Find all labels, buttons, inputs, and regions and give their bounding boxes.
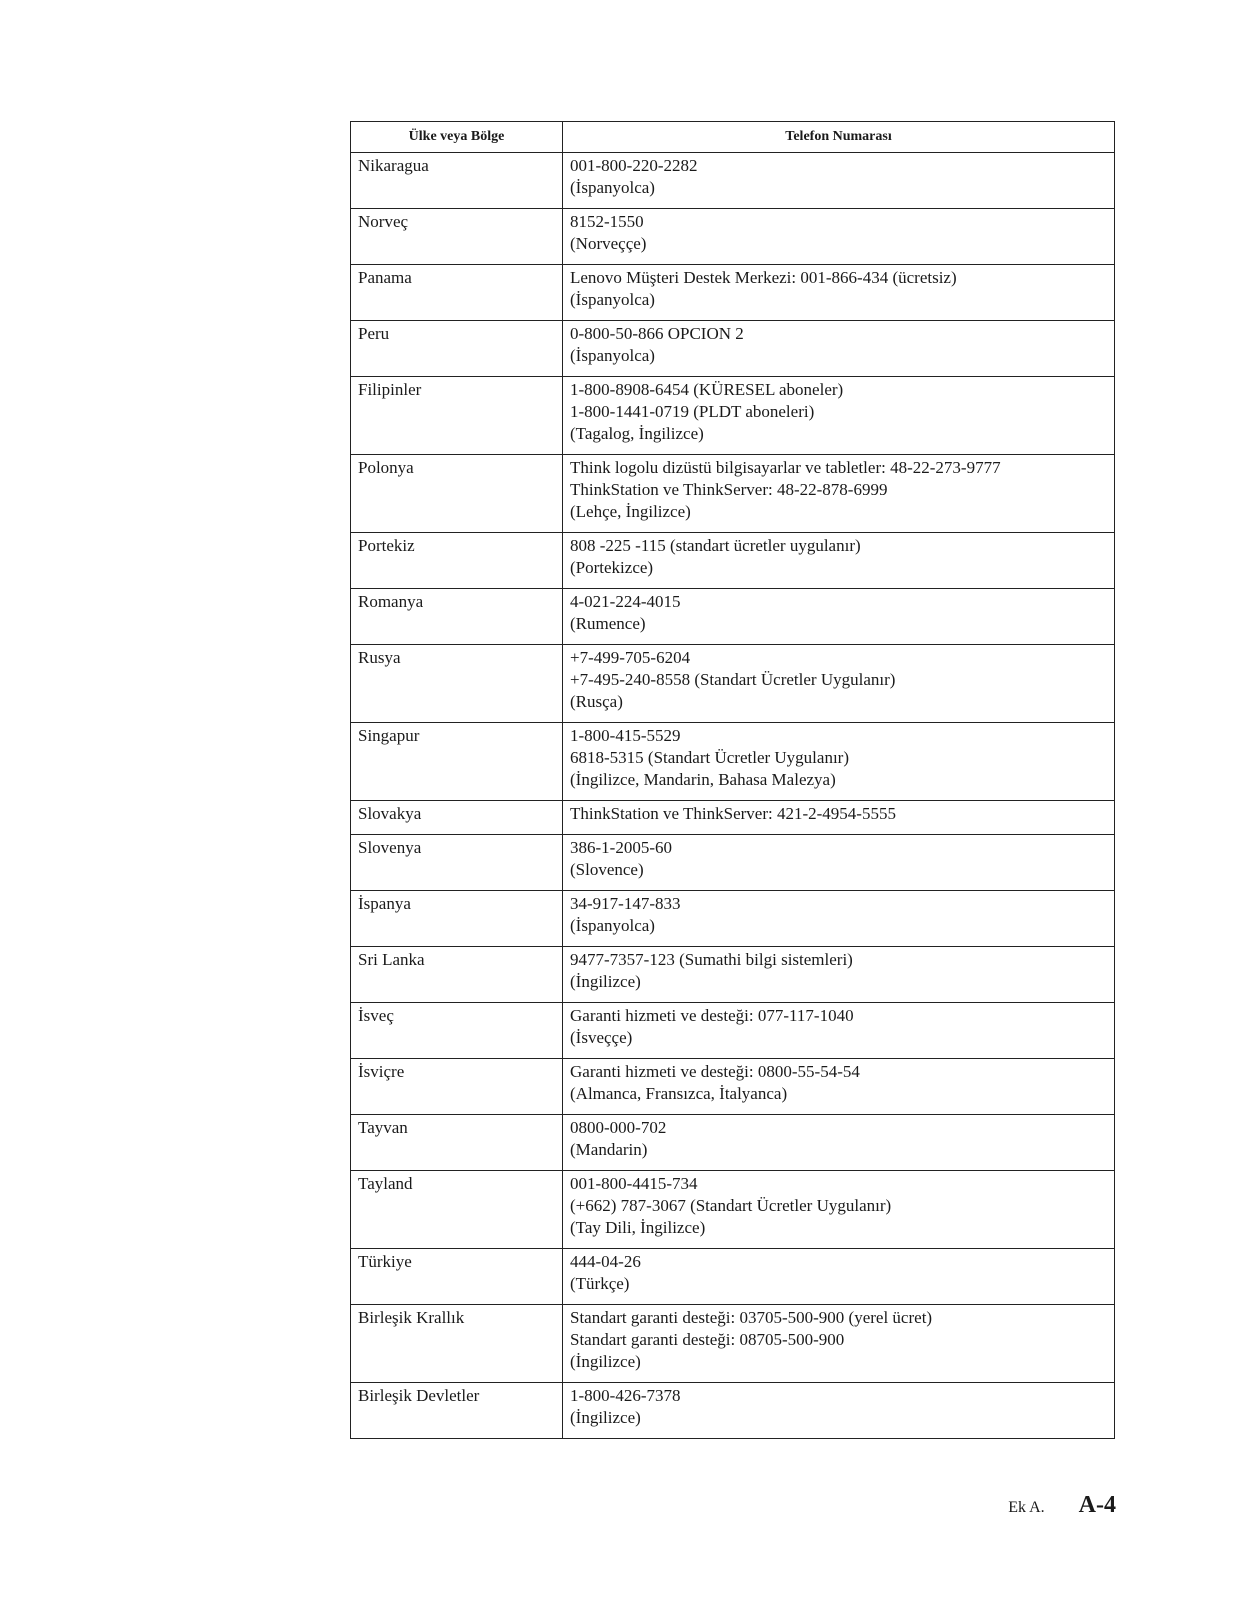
phone-line: 001-800-220-2282: [570, 156, 698, 175]
phone-line: (Rusça): [570, 692, 623, 711]
table-header-row: [351, 122, 1115, 153]
table-row: [351, 723, 1115, 801]
phone-line: (İngilizce, Mandarin, Bahasa Malezya): [570, 770, 836, 789]
phone-cell: [563, 209, 1115, 265]
phone-line: 1-800-1441-0719 (PLDT aboneleri): [570, 402, 815, 421]
table-row: [351, 533, 1115, 589]
phone-line: Think logolu dizüstü bilgisayarlar ve tabletler: 48-22-273-9777: [570, 458, 1001, 477]
phone-line: 444-04-26: [570, 1252, 641, 1271]
phone-line: (İngilizce): [570, 1408, 641, 1427]
phone-cell: [563, 645, 1115, 723]
table-row: [351, 1059, 1115, 1115]
phone-line: 1-800-8908-6454 (KÜRESEL aboneler): [570, 380, 844, 399]
phone-cell: [563, 1383, 1115, 1439]
phone-line: 001-800-4415-734: [570, 1174, 698, 1193]
phone-line: (Rumence): [570, 614, 646, 633]
country-cell: Norveç: [351, 209, 563, 265]
phone-cell: [563, 589, 1115, 645]
phone-line: Garanti hizmeti ve desteği: 077-117-1040: [570, 1006, 854, 1025]
phone-cell: [563, 533, 1115, 589]
table-row: [351, 377, 1115, 455]
phone-line: (İngilizce): [570, 1352, 641, 1371]
table-body: [351, 153, 1115, 1439]
phone-cell: [563, 1003, 1115, 1059]
country-cell: Filipinler: [351, 377, 563, 455]
country-cell: Birleşik Devletler: [351, 1383, 563, 1439]
phone-cell: [563, 1171, 1115, 1249]
phone-line: Garanti hizmeti ve desteği: 0800-55-54-54: [570, 1062, 860, 1081]
phone-line: ThinkStation ve ThinkServer: 421-2-4954-5555: [570, 804, 896, 823]
phone-line: ThinkStation ve ThinkServer: 48-22-878-6999: [570, 480, 888, 499]
phone-cell: [563, 321, 1115, 377]
phone-line: (Tagalog, İngilizce): [570, 424, 704, 443]
phone-line: Standart garanti desteği: 08705-500-900: [570, 1330, 845, 1349]
table-row: [351, 321, 1115, 377]
phone-cell: [563, 1059, 1115, 1115]
phone-cell: [563, 1249, 1115, 1305]
table-row: [351, 801, 1115, 835]
phone-line: (İspanyolca): [570, 290, 655, 309]
column-header-phone: Telefon Numarası: [563, 122, 1115, 153]
phone-cell: [563, 1115, 1115, 1171]
phone-line: 1-800-415-5529: [570, 726, 681, 745]
phone-line: (Almanca, Fransızca, İtalyanca): [570, 1084, 788, 1103]
phone-line: 0800-000-702: [570, 1118, 667, 1137]
country-cell: Panama: [351, 265, 563, 321]
phone-cell: [563, 835, 1115, 891]
table-row: [351, 455, 1115, 533]
phone-cell: [563, 377, 1115, 455]
phone-line: Lenovo Müşteri Destek Merkezi: 001-866-434 (ücretsiz): [570, 268, 957, 287]
country-cell: İsviçre: [351, 1059, 563, 1115]
phone-line: (İspanyolca): [570, 916, 655, 935]
appendix-label: Ek A.: [1008, 1499, 1045, 1516]
country-cell: Birleşik Krallık: [351, 1305, 563, 1383]
country-cell: Tayland: [351, 1171, 563, 1249]
phone-line: 0-800-50-866 OPCION 2: [570, 324, 744, 343]
phone-line: (Türkçe): [570, 1274, 630, 1293]
country-cell: Peru: [351, 321, 563, 377]
country-cell: Portekiz: [351, 533, 563, 589]
phone-line: (Slovence): [570, 860, 644, 879]
table-row: [351, 1003, 1115, 1059]
table-row: [351, 645, 1115, 723]
phone-line: (Tay Dili, İngilizce): [570, 1218, 706, 1237]
country-cell: Slovenya: [351, 835, 563, 891]
table-row: [351, 891, 1115, 947]
table-row: [351, 1115, 1115, 1171]
phone-cell: [563, 1305, 1115, 1383]
page-number: A-4: [1078, 1492, 1116, 1518]
country-cell: Slovakya: [351, 801, 563, 835]
phone-line: (Norveççe): [570, 234, 647, 253]
table-row: [351, 153, 1115, 209]
country-cell: Polonya: [351, 455, 563, 533]
phone-cell: [563, 723, 1115, 801]
phone-line: +7-499-705-6204: [570, 648, 691, 667]
country-cell: Tayvan: [351, 1115, 563, 1171]
phone-cell: [563, 455, 1115, 533]
country-cell: Romanya: [351, 589, 563, 645]
phone-line: (Lehçe, İngilizce): [570, 502, 691, 521]
table-row: [351, 265, 1115, 321]
phone-line: (Portekizce): [570, 558, 654, 577]
table-row: [351, 835, 1115, 891]
table-row: [351, 947, 1115, 1003]
phone-cell: [563, 947, 1115, 1003]
country-cell: Nikaragua: [351, 153, 563, 209]
phone-line: 6818-5315 (Standart Ücretler Uygulanır): [570, 748, 849, 767]
phone-line: 34-917-147-833: [570, 894, 681, 913]
phone-line: (İspanyolca): [570, 346, 655, 365]
country-cell: İspanya: [351, 891, 563, 947]
phone-line: 4-021-224-4015: [570, 592, 681, 611]
table-row: [351, 1171, 1115, 1249]
table-row: [351, 589, 1115, 645]
phone-line: (Mandarin): [570, 1140, 648, 1159]
country-cell: Singapur: [351, 723, 563, 801]
contact-table: [350, 121, 1115, 1439]
phone-line: 386-1-2005-60: [570, 838, 672, 857]
phone-line: 808 -225 -115 (standart ücretler uygulanır): [570, 536, 861, 555]
phone-cell: [563, 801, 1115, 835]
phone-cell: [563, 153, 1115, 209]
phone-line: +7-495-240-8558 (Standart Ücretler Uygulanır): [570, 670, 896, 689]
phone-line: 8152-1550: [570, 212, 644, 231]
country-cell: Sri Lanka: [351, 947, 563, 1003]
table-row: [351, 209, 1115, 265]
country-cell: Rusya: [351, 645, 563, 723]
phone-line: (İngilizce): [570, 972, 641, 991]
column-header-country: Ülke veya Bölge: [351, 122, 563, 153]
page-footer: [1000, 1492, 1116, 1519]
table-row: [351, 1249, 1115, 1305]
phone-line: (+662) 787-3067 (Standart Ücretler Uygulanır): [570, 1196, 892, 1215]
country-cell: Türkiye: [351, 1249, 563, 1305]
country-cell: İsveç: [351, 1003, 563, 1059]
phone-cell: [563, 891, 1115, 947]
phone-line: (İsveççe): [570, 1028, 633, 1047]
phone-line: 1-800-426-7378: [570, 1386, 681, 1405]
phone-line: Standart garanti desteği: 03705-500-900 (yerel ücret): [570, 1308, 933, 1327]
phone-cell: [563, 265, 1115, 321]
phone-line: 9477-7357-123 (Sumathi bilgi sistemleri): [570, 950, 853, 969]
table-row: [351, 1383, 1115, 1439]
phone-line: (İspanyolca): [570, 178, 655, 197]
table-row: [351, 1305, 1115, 1383]
